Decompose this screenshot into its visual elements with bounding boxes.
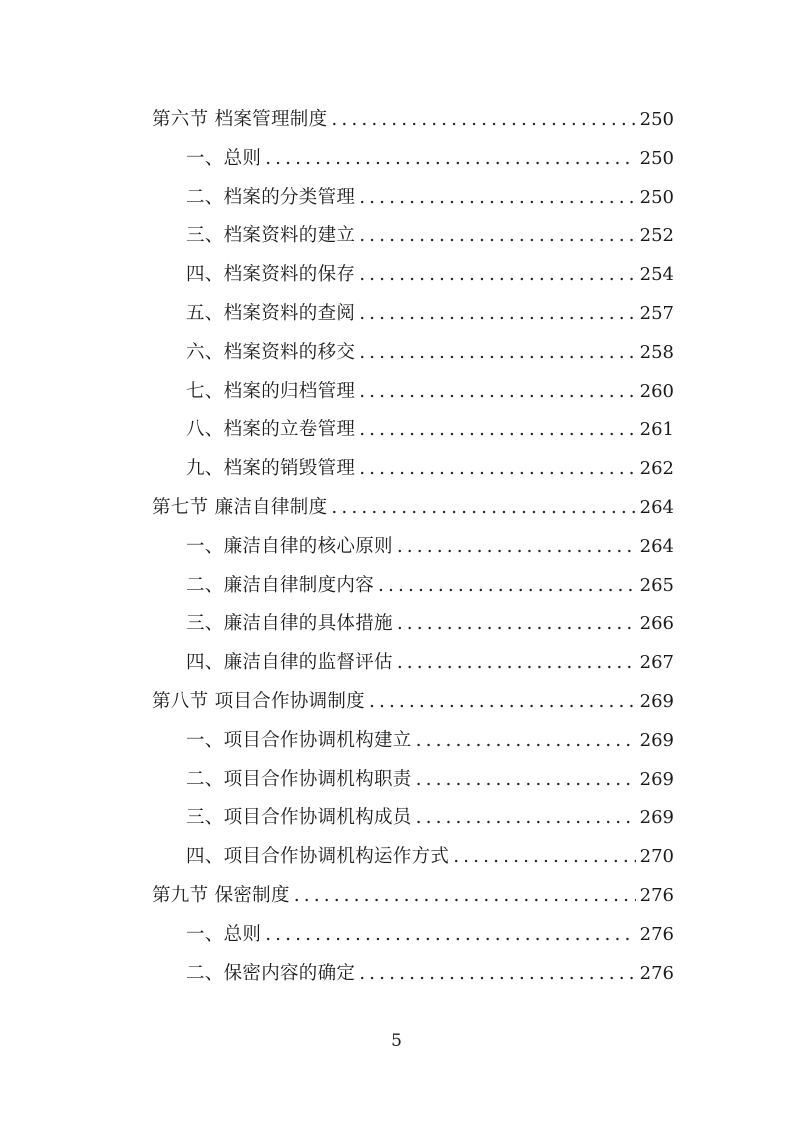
- toc-entry-page: 264: [639, 496, 674, 518]
- toc-leader-dots: [294, 877, 636, 916]
- toc-leader-dots: [359, 295, 635, 334]
- toc-entry[interactable]: [152, 799, 674, 838]
- toc-entry-page: 250: [639, 109, 674, 130]
- toc-entry[interactable]: [152, 373, 674, 412]
- toc-entry-page: 264: [639, 535, 674, 557]
- toc-leader-dots: [359, 256, 635, 295]
- toc-entry-page: 250: [639, 147, 674, 169]
- toc-entry-title: 四、档案资料的保存: [186, 264, 356, 286]
- toc-leader-dots: [369, 683, 636, 722]
- toc-entry-title: 八、档案的立卷管理: [186, 419, 356, 441]
- page-number: 5: [391, 1031, 402, 1051]
- toc-entry-title: 一、总则: [186, 923, 262, 945]
- toc-entry-title: 第六节 档案管理制度: [152, 109, 328, 130]
- toc-entry-title: 第七节 廉洁自律制度: [152, 496, 328, 518]
- toc-entry-page: 250: [639, 186, 674, 208]
- toc-leader-dots: [359, 217, 635, 256]
- toc-entry[interactable]: [152, 179, 674, 218]
- toc-entry[interactable]: [152, 140, 674, 179]
- toc-entry-section-9[interactable]: [152, 877, 674, 916]
- toc-entry-title: 三、廉洁自律的具体措施: [186, 613, 393, 635]
- toc-entry[interactable]: [152, 722, 674, 761]
- toc-entry-title: 七、档案的归档管理: [186, 380, 356, 402]
- toc-entry-title: 第九节 保密制度: [152, 884, 290, 906]
- toc-leader-dots: [359, 450, 635, 489]
- toc-entry-title: 二、项目合作协调机构职责: [186, 768, 412, 790]
- toc-entry-page: 269: [639, 768, 674, 790]
- toc-entry-page: 269: [639, 807, 674, 829]
- toc-entry[interactable]: [152, 605, 674, 644]
- toc-entry-page: 276: [639, 962, 674, 984]
- toc-entry[interactable]: [152, 761, 674, 800]
- toc-leader-dots: [265, 140, 635, 179]
- toc-entry[interactable]: [152, 838, 674, 877]
- toc-entry[interactable]: [152, 411, 674, 450]
- toc-leader-dots: [359, 411, 635, 450]
- toc-leader-dots: [416, 761, 636, 800]
- toc-entry-page: 261: [639, 419, 674, 441]
- toc-entry-title: 四、项目合作协调机构运作方式: [186, 846, 450, 868]
- toc-leader-dots: [416, 799, 636, 838]
- toc-entry-page: 252: [639, 225, 674, 247]
- toc-entry-title: 二、保密内容的确定: [186, 962, 356, 984]
- toc-leader-dots: [265, 916, 635, 955]
- toc-entry[interactable]: [152, 450, 674, 489]
- table-of-contents: [152, 101, 674, 993]
- toc-leader-dots: [359, 179, 635, 218]
- toc-leader-dots: [359, 955, 635, 994]
- toc-entry[interactable]: [152, 217, 674, 256]
- toc-entry[interactable]: [152, 567, 674, 606]
- toc-entry-page: 276: [639, 884, 674, 906]
- toc-entry-section-6[interactable]: [152, 101, 674, 140]
- toc-leader-dots: [397, 644, 636, 683]
- toc-entry-title: 四、廉洁自律的监督评估: [186, 652, 393, 674]
- toc-entry[interactable]: [152, 334, 674, 373]
- toc-leader-dots: [359, 334, 635, 373]
- toc-entry-page: 269: [639, 729, 674, 751]
- toc-entry[interactable]: [152, 295, 674, 334]
- toc-entry-page: 262: [639, 458, 674, 480]
- toc-entry-page: 260: [639, 380, 674, 402]
- toc-entry-title: 二、档案的分类管理: [186, 186, 356, 208]
- toc-entry-section-8[interactable]: [152, 683, 674, 722]
- toc-entry-title: 三、项目合作协调机构成员: [186, 807, 412, 829]
- toc-entry[interactable]: [152, 528, 674, 567]
- toc-entry-title: 六、档案资料的移交: [186, 341, 356, 363]
- toc-entry[interactable]: [152, 256, 674, 295]
- toc-entry-page: 270: [639, 846, 674, 868]
- toc-entry-title: 九、档案的销毁管理: [186, 458, 356, 480]
- toc-entry[interactable]: [152, 916, 674, 955]
- toc-leader-dots: [397, 605, 636, 644]
- toc-entry[interactable]: [152, 955, 674, 994]
- toc-entry-title: 二、廉洁自律制度内容: [186, 574, 375, 596]
- toc-leader-dots: [416, 722, 636, 761]
- toc-entry-page: 276: [639, 923, 674, 945]
- toc-leader-dots: [453, 838, 635, 877]
- toc-entry-title: 一、总则: [186, 147, 262, 169]
- toc-entry-page: 258: [639, 341, 674, 363]
- toc-entry-title: 一、廉洁自律的核心原则: [186, 535, 393, 557]
- toc-entry-section-7[interactable]: [152, 489, 674, 528]
- toc-entry-page: 267: [639, 652, 674, 674]
- toc-entry-title: 一、项目合作协调机构建立: [186, 729, 412, 751]
- toc-leader-dots: [378, 567, 636, 606]
- toc-entry-page: 254: [639, 264, 674, 286]
- toc-entry-title: 三、档案资料的建立: [186, 225, 356, 247]
- toc-leader-dots: [397, 528, 636, 567]
- toc-entry[interactable]: [152, 644, 674, 683]
- toc-entry-page: 265: [639, 574, 674, 596]
- toc-entry-page: 257: [639, 302, 674, 324]
- toc-entry-title: 五、档案资料的查阅: [186, 302, 356, 324]
- toc-entry-page: 266: [639, 613, 674, 635]
- toc-entry-page: 269: [639, 690, 674, 712]
- toc-leader-dots: [359, 373, 635, 412]
- toc-leader-dots: [331, 489, 635, 528]
- toc-entry-title: 第八节 项目合作协调制度: [152, 690, 365, 712]
- toc-leader-dots: [331, 101, 635, 140]
